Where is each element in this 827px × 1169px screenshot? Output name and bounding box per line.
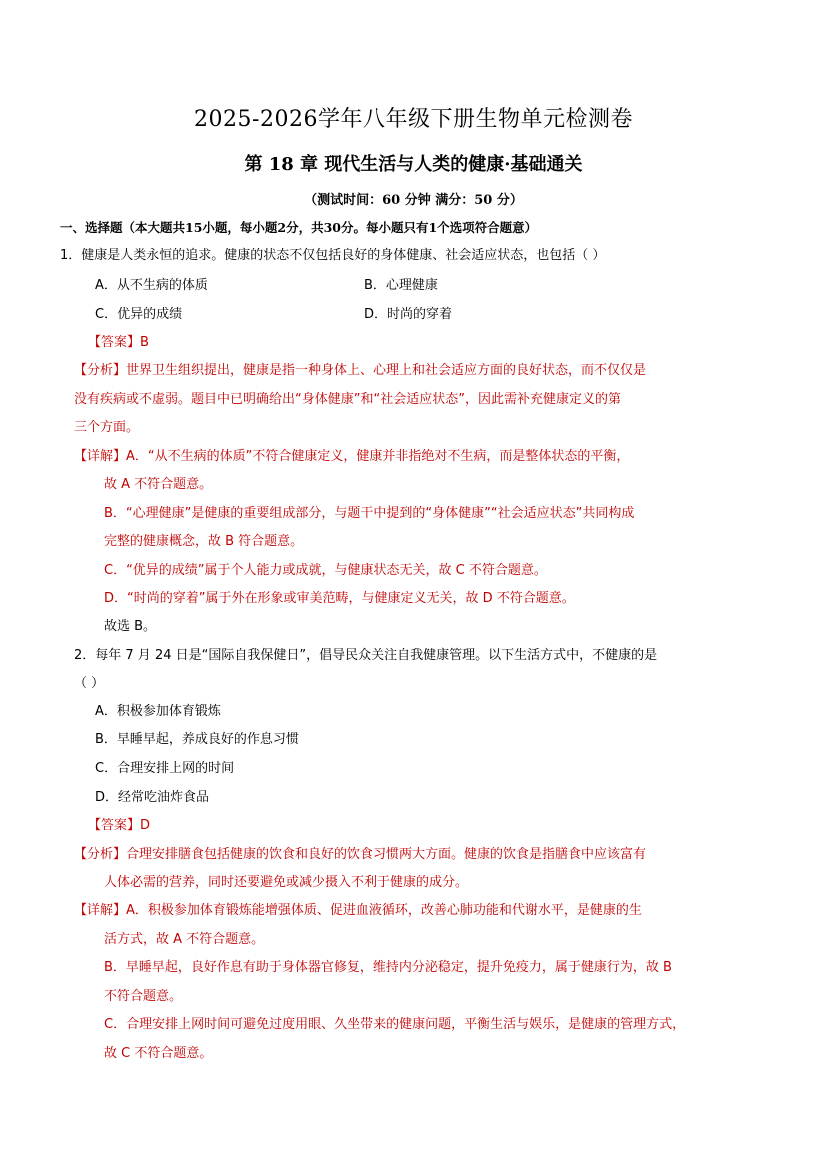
question-2-option-c: C．合理安排上网的时间 [95, 761, 235, 776]
question-2-stem: （ ） [74, 676, 105, 691]
question-2-stem: 2．每年 7 月 24 日是“国际自我保健日”，倡导民众关注自我健康管理。以下生活方式中，不健康的是 [74, 648, 658, 663]
question-1-analysis-line: 没有疾病或不虚弱。题目中已明确给出“身体健康”和“社会适应状态”，因此需补充健康定义的第 [74, 392, 621, 407]
question-2-detail-line: 故 C 不符合题意。 [104, 1046, 213, 1061]
question-1-detail-line: 故 A 不符合题意。 [104, 477, 213, 492]
question-2-answer: 【答案】D [88, 818, 151, 833]
chapter-subtitle: 第 18 章 现代生活与人类的健康·基础通关 [244, 154, 583, 175]
question-2-analysis-line: 人体必需的营养，同时还要避免或减少摄入不利于健康的成分。 [104, 875, 469, 890]
question-2-detail-line: 活方式，故 A 不符合题意。 [104, 932, 265, 947]
question-2-option-b: B．早睡早起，养成良好的作息习惯 [95, 732, 299, 747]
exam-meta: （测试时间：60 分钟 满分：50 分） [304, 193, 523, 208]
question-1-conclusion: 故选 B。 [104, 619, 157, 634]
question-1-detail-line: 完整的健康概念，故 B 符合题意。 [104, 534, 304, 549]
question-2-option-a: A．积极参加体育锻炼 [95, 704, 221, 719]
question-1-detail-line: B．“心理健康”是健康的重要组成部分，与题干中提到的“身体健康”“社会适应状态”共同构成 [104, 506, 635, 521]
question-2-option-d: D．经常吃油炸食品 [95, 790, 210, 805]
question-1-detail-line: 【详解】A．“从不生病的体质”不符合健康定义，健康并非指绝对不生病，而是整体状态的平衡， [74, 449, 630, 464]
question-2-detail-line: 不符合题意。 [104, 989, 183, 1004]
question-2-analysis-line: 【分析】合理安排膳食包括健康的饮食和良好的饮食习惯两大方面。健康的饮食是指膳食中应该富有 [74, 847, 647, 862]
question-1-analysis-line: 【分析】世界卫生组织提出，健康是指一种身体上、心理上和社会适应方面的良好状态，而不仅仅是 [74, 363, 647, 378]
question-1-option-a: A．从不生病的体质 [95, 278, 208, 293]
section-heading: 一、选择题（本大题共15小题，每小题2分，共30分。每小题只有1个选项符合题意） [60, 220, 538, 235]
page-title: 2025-2026学年八年级下册生物单元检测卷 [194, 107, 633, 132]
question-1-option-c: C．优异的成绩 [95, 307, 183, 322]
question-1-stem: 1．健康是人类永恒的追求。健康的状态不仅包括良好的身体健康、社会适应状态，也包括（ ） [60, 248, 606, 263]
question-1-option-d: D．时尚的穿着 [364, 307, 453, 322]
question-1-detail-line: D．“时尚的穿着”属于外在形象或审美范畴，与健康定义无关，故 D 不符合题意。 [104, 591, 575, 606]
question-1-analysis-line: 三个方面。 [74, 420, 140, 435]
question-1-answer: 【答案】B [88, 335, 149, 350]
question-2-detail-line: C．合理安排上网时间可避免过度用眼、久坐带来的健康问题，平衡生活与娱乐，是健康的管理方式， [104, 1017, 686, 1032]
question-2-detail-line: B．早睡早起，良好作息有助于身体器官修复，维持内分泌稳定，提升免疫力，属于健康行为，故 B [104, 960, 672, 975]
question-1-option-b: B．心理健康 [364, 278, 438, 293]
question-2-detail-line: 【详解】A．积极参加体育锻炼能增强体质、促进血液循环，改善心肺功能和代谢水平，是健康的生 [74, 903, 642, 918]
question-1-detail-line: C．“优异的成绩”属于个人能力或成就，与健康状态无关，故 C 不符合题意。 [104, 563, 547, 578]
